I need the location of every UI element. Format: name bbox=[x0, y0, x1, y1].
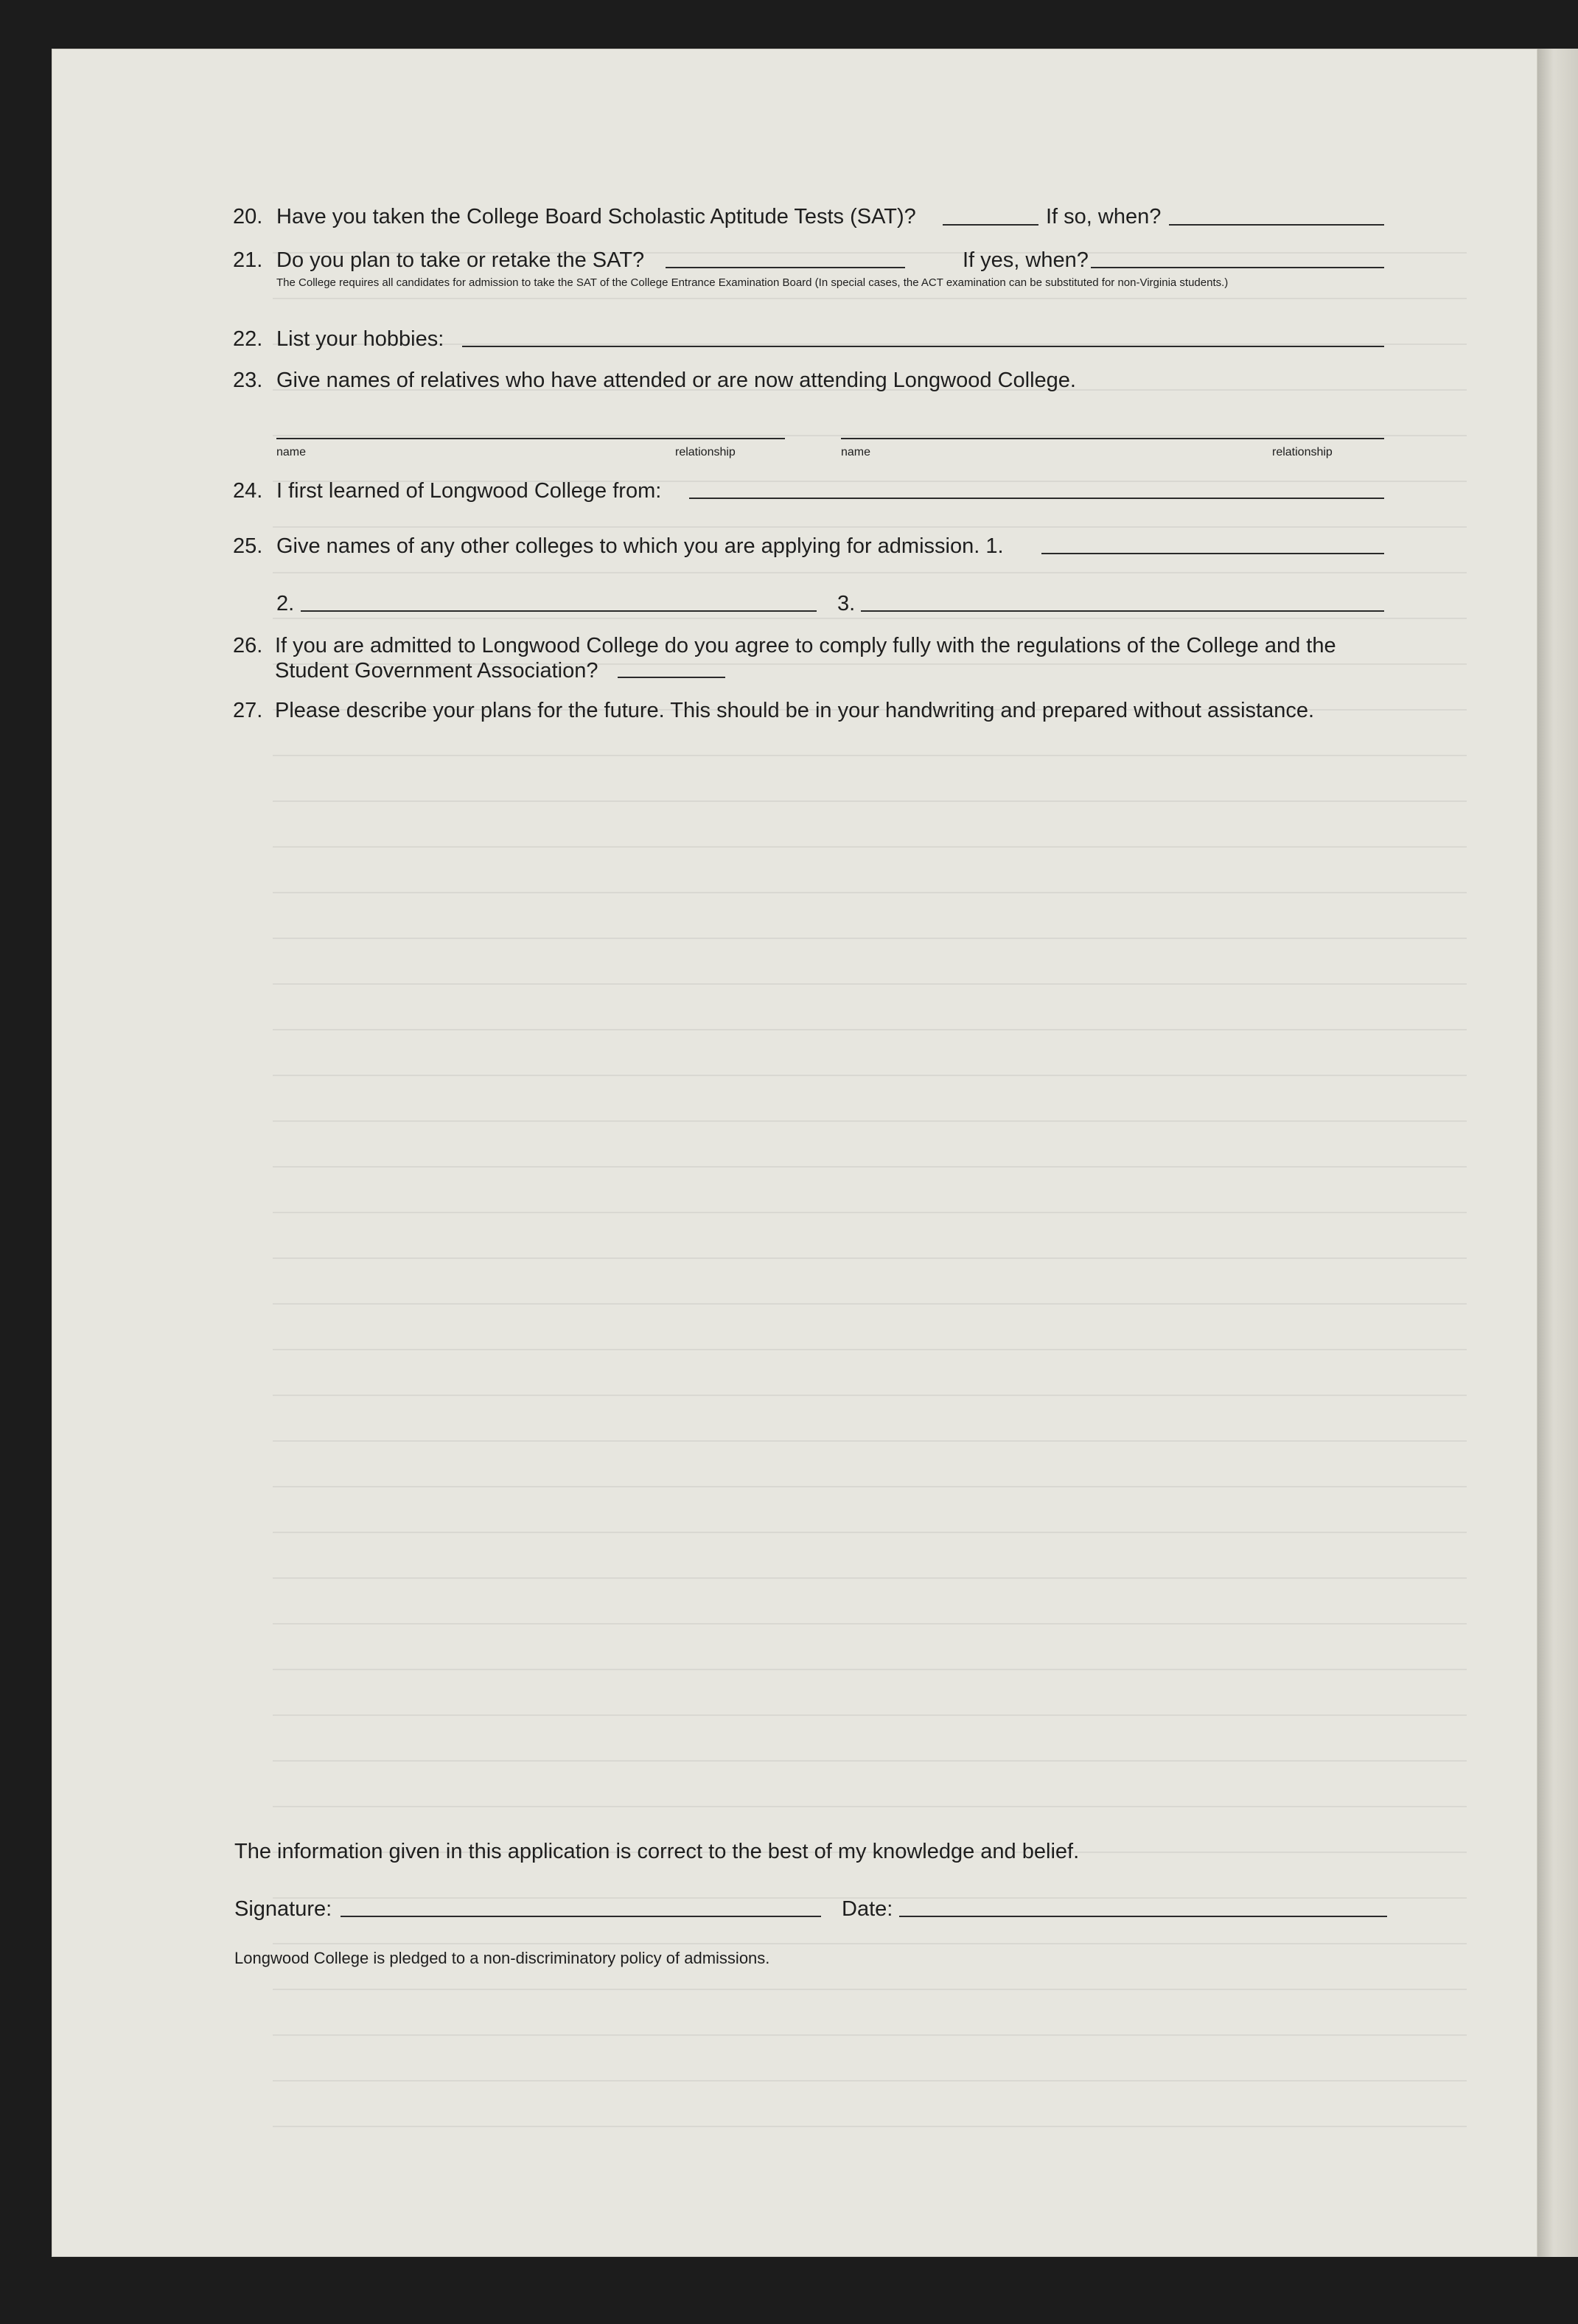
signature-field[interactable] bbox=[341, 1916, 821, 1917]
q23-text: Give names of relatives who have attended or are now attending Longwood College. bbox=[276, 369, 1076, 392]
q21-text: Do you plan to take or retake the SAT? bbox=[276, 248, 645, 272]
adjacent-page-edge bbox=[1537, 49, 1578, 2257]
q26-agree-field[interactable] bbox=[618, 677, 725, 678]
q24-number: 24. bbox=[233, 479, 263, 503]
q21-note: The College requires all candidates for admission to take the SAT of the College Entrance Examination Board (In special cases, the ACT examination can be substituted for non-Virginia students.) bbox=[276, 276, 1229, 289]
q25-college2-field[interactable] bbox=[301, 610, 817, 612]
q20-when-label: If so, when? bbox=[1046, 205, 1162, 228]
date-field[interactable] bbox=[899, 1916, 1387, 1917]
q23-name2-label: name bbox=[841, 446, 871, 458]
q25-college1-field[interactable] bbox=[1041, 553, 1384, 554]
q23-relative2-field[interactable] bbox=[841, 438, 1384, 439]
q21-number: 21. bbox=[233, 248, 263, 272]
q27-text: Please describe your plans for the future. This should be in your handwriting and prepared without assistance. bbox=[275, 699, 1315, 722]
q23-relationship2-label: relationship bbox=[1272, 446, 1333, 458]
q20-number: 20. bbox=[233, 205, 263, 228]
q23-relationship1-label: relationship bbox=[675, 446, 736, 458]
q25-three-label: 3. bbox=[837, 592, 856, 615]
q21-plan-field[interactable] bbox=[666, 267, 905, 268]
q26-text-line2: Student Government Association? bbox=[275, 659, 598, 683]
signature-label: Signature: bbox=[234, 1897, 332, 1921]
q23-relative1-field[interactable] bbox=[276, 438, 785, 439]
q26-number: 26. bbox=[233, 634, 263, 657]
certification-statement: The information given in this application is correct to the best of my knowledge and belief. bbox=[234, 1840, 1080, 1863]
q25-college3-field[interactable] bbox=[861, 610, 1384, 612]
q27-answer-area[interactable] bbox=[275, 734, 1384, 1854]
q20-text: Have you taken the College Board Scholastic Aptitude Tests (SAT)? bbox=[276, 205, 916, 228]
application-page bbox=[52, 49, 1537, 2257]
q25-number: 25. bbox=[233, 534, 263, 558]
date-label: Date: bbox=[842, 1897, 893, 1921]
q25-text: Give names of any other colleges to which you are applying for admission. 1. bbox=[276, 534, 1004, 558]
q23-number: 23. bbox=[233, 369, 263, 392]
q22-hobbies-field[interactable] bbox=[462, 346, 1384, 347]
q22-number: 22. bbox=[233, 327, 263, 351]
q24-text: I first learned of Longwood College from: bbox=[276, 479, 662, 503]
q25-two-label: 2. bbox=[276, 592, 295, 615]
q20-when-field[interactable] bbox=[1169, 224, 1384, 226]
q23-name1-label: name bbox=[276, 446, 307, 458]
q22-text: List your hobbies: bbox=[276, 327, 444, 351]
q26-text: If you are admitted to Longwood College do you agree to comply fully with the regulations of the College and the bbox=[275, 634, 1336, 657]
q24-source-field[interactable] bbox=[689, 498, 1384, 499]
q21-when-field[interactable] bbox=[1091, 267, 1384, 268]
q27-number: 27. bbox=[233, 699, 263, 722]
nondiscrimination-policy: Longwood College is pledged to a non-discriminatory policy of admissions. bbox=[234, 1949, 770, 1967]
q21-when-label: If yes, when? bbox=[963, 248, 1089, 272]
q20-sat-taken-field[interactable] bbox=[943, 224, 1038, 226]
